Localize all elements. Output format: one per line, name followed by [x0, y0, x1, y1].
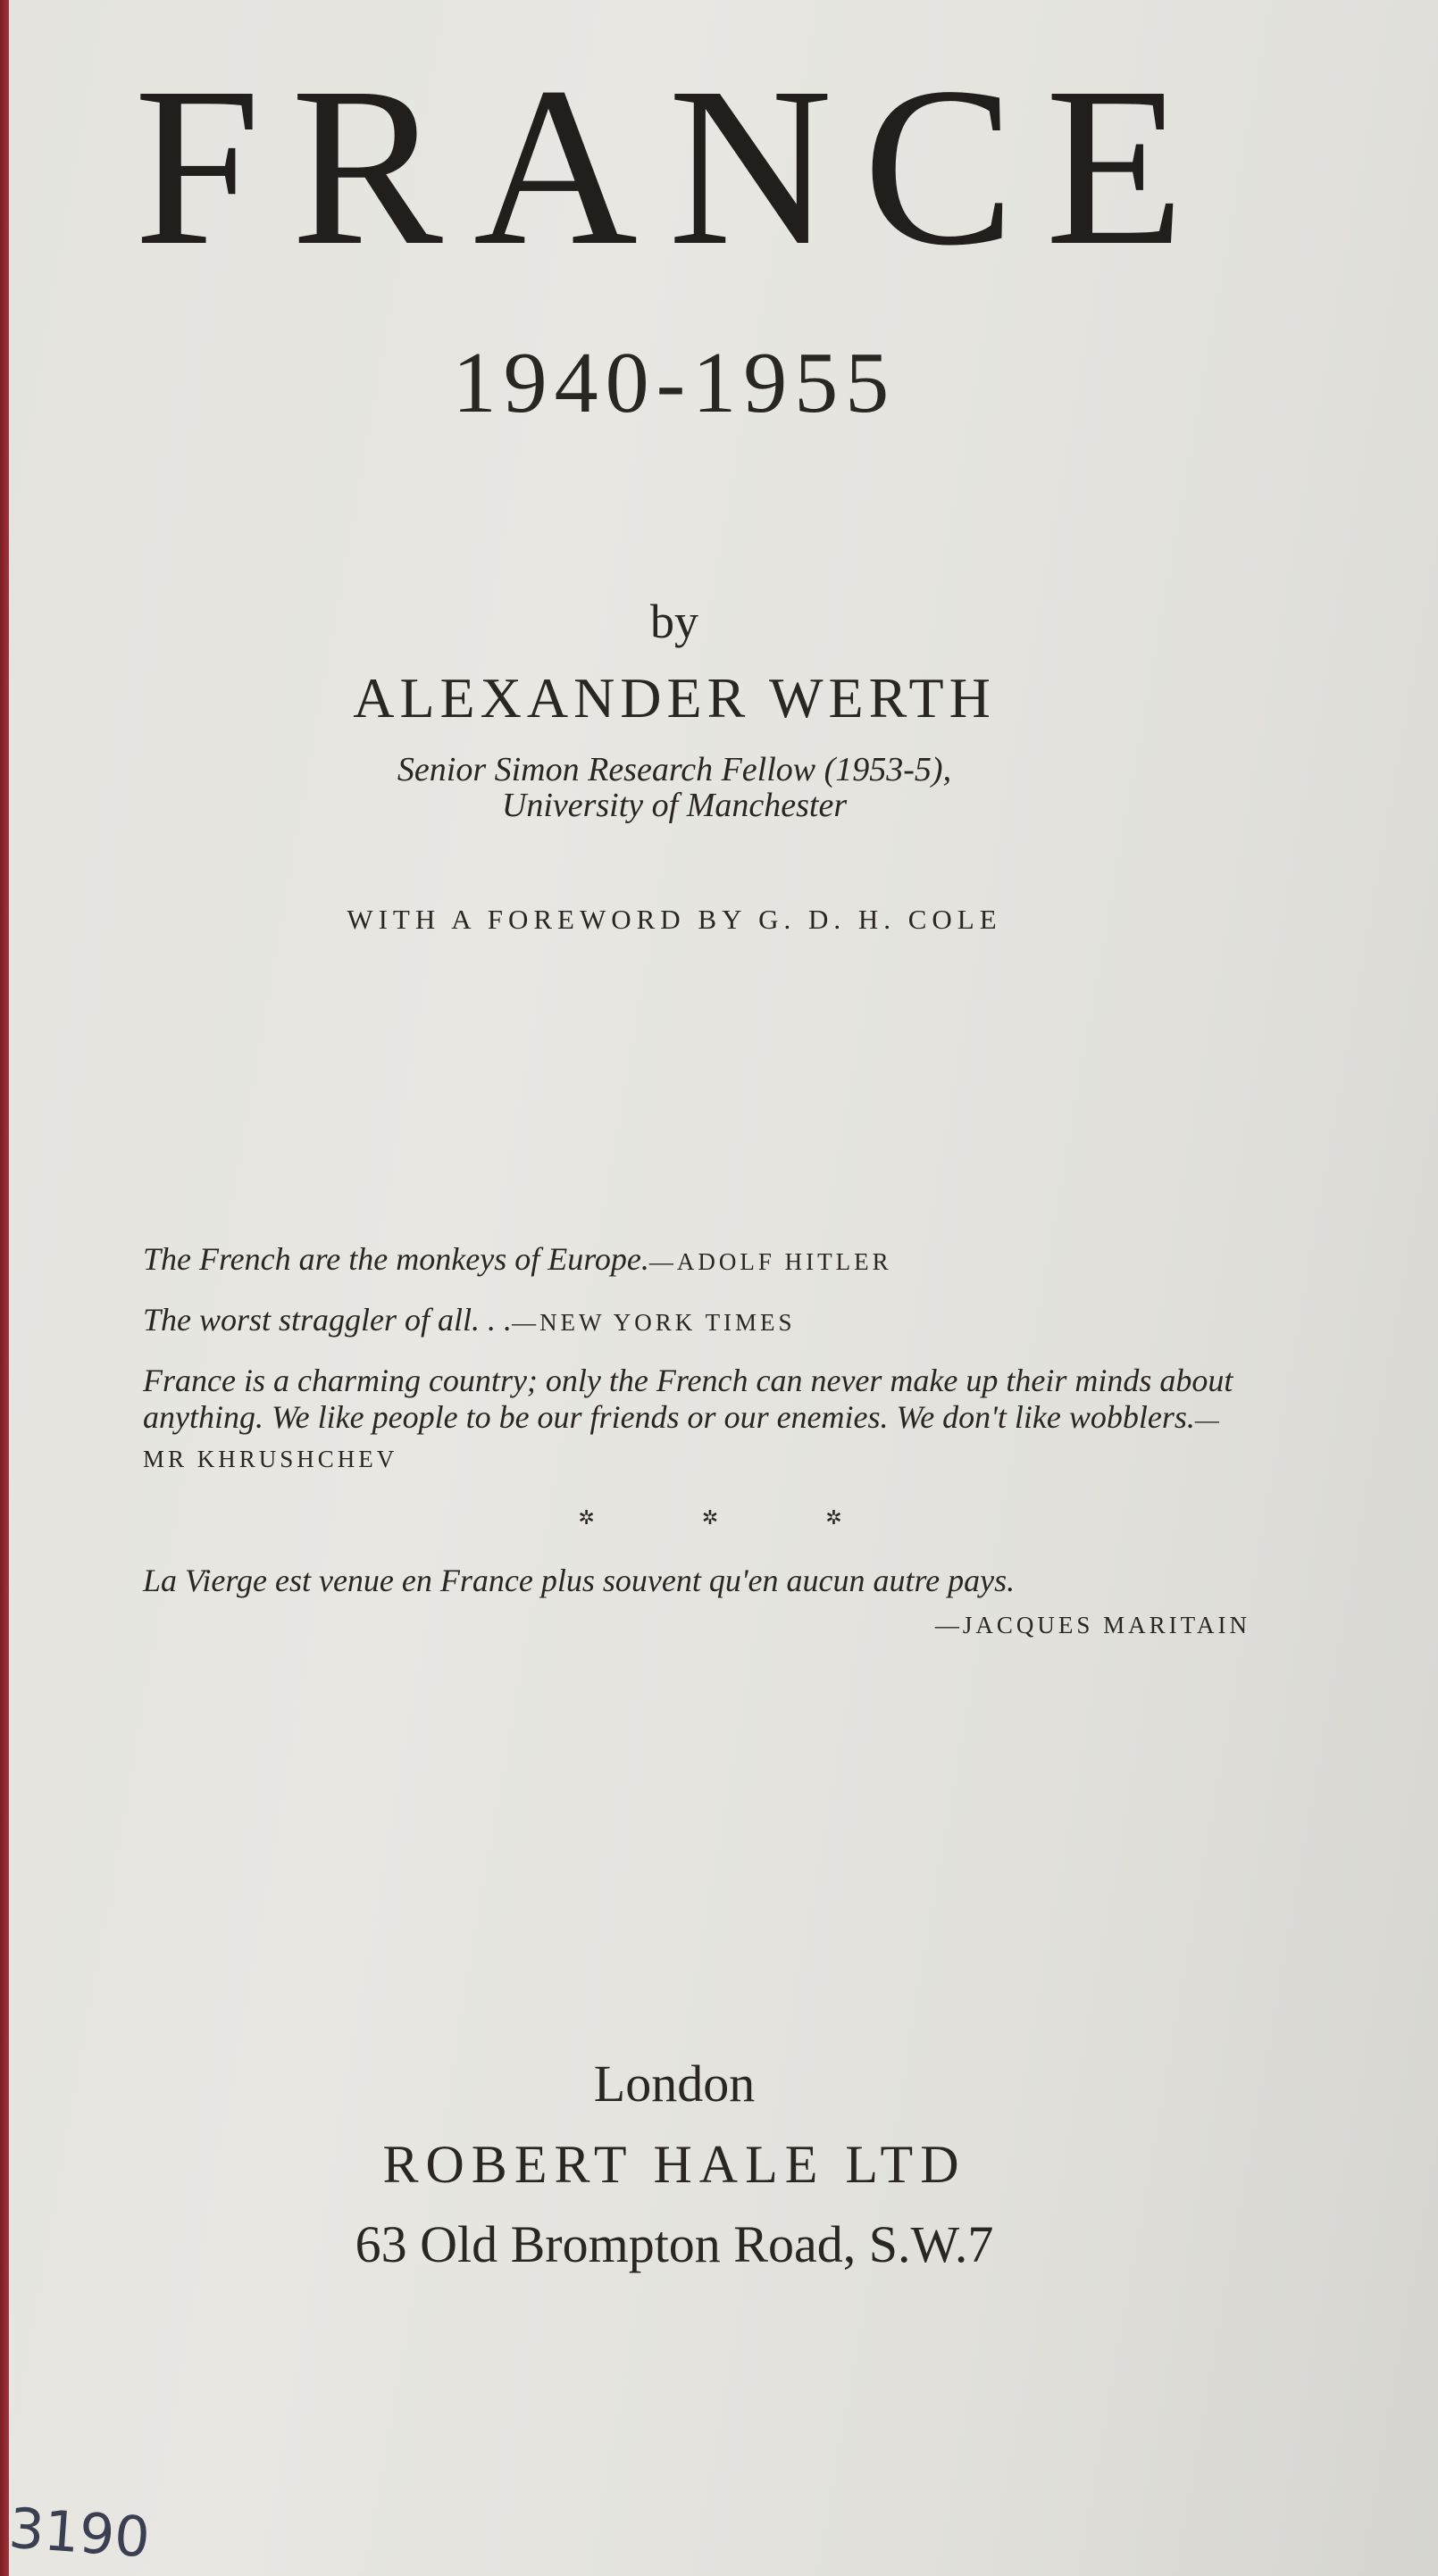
- epigraph: [143, 1363, 1250, 1478]
- final-epigraph: [143, 1563, 1250, 1599]
- epigraph-source: —NEW YORK TIMES: [512, 1309, 796, 1336]
- author-affiliation-line2: University of Manchester: [501, 787, 848, 824]
- epigraph-source: —MR KHRUSHCHEV: [143, 1406, 1223, 1472]
- publisher-city: London: [593, 2055, 756, 2113]
- book-years: 1940-1955: [452, 335, 897, 431]
- publisher-name: ROBERT HALE LTD: [382, 2135, 966, 2194]
- ornament-icon: ✲: [701, 1506, 719, 1529]
- title-page: [6, 0, 1438, 2576]
- author-name: ALEXANDER WERTH: [353, 666, 996, 729]
- epigraph-source: —JACQUES MARITAIN: [934, 1612, 1250, 1638]
- foreword-credit: WITH A FOREWORD BY G. D. H. COLE: [347, 904, 1002, 935]
- book-title: FRANCE: [133, 41, 1216, 293]
- section-separator: [143, 1499, 1250, 1536]
- epigraph: [143, 1241, 1250, 1280]
- author-affiliation-line1: Senior Simon Research Fellow (1953-5),: [397, 751, 952, 788]
- epigraph-quote: The worst straggler of all. . .: [143, 1302, 513, 1338]
- final-epigraph-attribution: [143, 1605, 1250, 1644]
- epigraph-source: —ADOLF HITLER: [648, 1248, 892, 1275]
- epigraph-quote: France is a charming country; only the French can never make up their minds about anything. We like people to be our friends or our enemies. We don't like wobblers.: [143, 1363, 1233, 1435]
- handwritten-note: 3190: [6, 2495, 153, 2571]
- epigraph-quote: The French are the monkeys of Europe.: [143, 1241, 649, 1277]
- epigraphs: [143, 1241, 1250, 1644]
- epigraph: [143, 1302, 1250, 1341]
- by-label: by: [650, 595, 698, 648]
- ornament-icon: ✲: [825, 1506, 842, 1529]
- publisher-address: 63 Old Brompton Road, S.W.7: [355, 2215, 994, 2273]
- epigraph-quote: La Vierge est venue en France plus souvent qu'en aucun autre pays.: [143, 1563, 1016, 1598]
- ornament-icon: ✲: [578, 1506, 595, 1529]
